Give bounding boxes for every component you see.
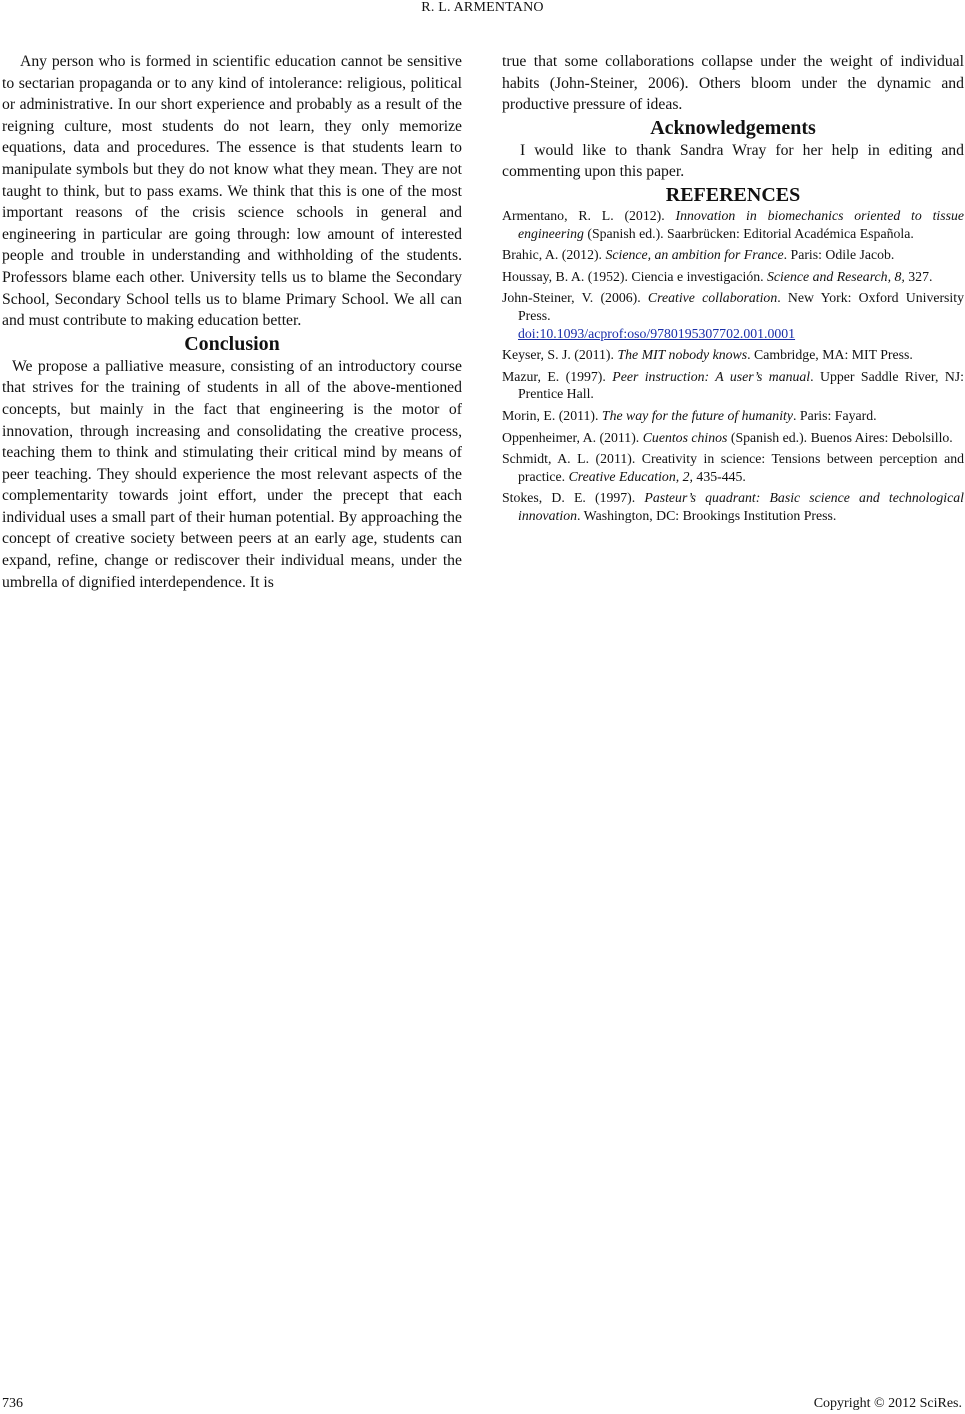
acknowledgements-heading: Acknowledgements: [650, 116, 816, 139]
reference-title: Creative collaboration: [647, 290, 778, 306]
reference-lead: Armentano, R. L. (2012).: [502, 207, 676, 223]
reference-tail: . Paris: Fayard.: [793, 407, 877, 423]
reference-title: The MIT nobody knows: [617, 347, 748, 363]
reference-item: [502, 246, 964, 264]
reference-tail: (Spanish ed.). Saarbrücken: Editorial Académica Española.: [583, 225, 914, 241]
reference-lead: Keyser, S. J. (2011).: [502, 347, 618, 363]
reference-lead: Morin, E. (2011).: [502, 407, 602, 423]
right-column: [502, 51, 964, 528]
reference-title: Peer instruction: A user’s manual: [612, 368, 811, 384]
continued-paragraph: true that some collaborations collapse under the weight of individual habits (John-Steiner, 2006). Others bloom under the dynamic and productive pressure of ideas.: [502, 53, 964, 114]
reference-tail: . Paris: Odile Jacob.: [783, 247, 895, 263]
reference-lead: Houssay, B. A. (1952). Ciencia e investigación.: [502, 268, 768, 284]
reference-list: [502, 207, 964, 525]
reference-tail: (Spanish ed.). Buenos Aires: Debolsillo.: [727, 429, 953, 445]
acknowledgements-paragraph: I would like to thank Sandra Wray for her help in editing and commenting upon this paper.: [502, 141, 964, 181]
reference-tail: 327.: [904, 268, 933, 284]
reference-item: [502, 368, 964, 403]
copyright-notice: Copyright © 2012 SciRes.: [813, 1396, 962, 1411]
reference-tail: . Upper Saddle River, NJ: Prentice Hall.: [518, 368, 964, 402]
reference-tail: . New York: Oxford University Press.: [518, 290, 964, 323]
reference-title: Pasteur’s quadrant: Basic science and technological innovation: [518, 490, 964, 523]
reference-title: Creative Education, 2,: [568, 468, 693, 484]
conclusion-paragraph: We propose a palliative measure, consisting of an introductory course that strives for the training of students in all of the above-mentioned concepts, but mainly in the fact that engineering is the motor of innovation, through increasing and consolidating the creative process, teaching them to think and stimulating their critical mind by means of peer teaching. They should experience the most relevant aspects of the complementarity towards joint effort, under the precept that each individual uses a small part of their human potential. By approaching the concept of creative society between peers at an early age, students can expand, refine, change or rediscover their individual means, under the umbrella of dignified interdependence. It is: [2, 357, 462, 591]
reference-item: [502, 207, 964, 242]
body-paragraph: Any person who is formed in scientific education cannot be sensitive to sectarian propaganda or to any kind of intolerance: religious, political or administrative. In our short experience and probably as a result of the reigning culture, most students do not learn, they only memorize equations, data and procedures. The essence is that students learn to manipulate symbols but they do not know what they mean. They are not taught to think, but to pass exams. We think that this is one of the most important reasons of the crisis science schools in general and engineering in particular are going through: low amount of interested people and trouble in understanding and withholding of the students. Professors blame each other. University tells us to blame the Secondary School, Secondary School tells us to blame Primary School. We all can and must contribute to making education better.: [2, 53, 462, 330]
reference-lead: Brahic, A. (2012).: [502, 247, 606, 263]
reference-item: [502, 346, 964, 364]
reference-lead: Stokes, D. E. (1997).: [502, 490, 645, 506]
reference-tail: . Cambridge, MA: MIT Press.: [747, 347, 913, 363]
left-column: [2, 51, 462, 593]
reference-item: [502, 489, 964, 524]
reference-title: The way for the future of humanity: [601, 407, 793, 423]
reference-title: Science, an ambition for France: [605, 247, 784, 263]
reference-lead: Schmidt, A. L. (2011). Creativity in science: Tensions between perception and practice.: [502, 451, 964, 484]
reference-item: [502, 289, 964, 342]
reference-item: [502, 268, 964, 286]
reference-lead: John-Steiner, V. (2006).: [502, 290, 648, 306]
reference-item: [502, 429, 964, 447]
conclusion-heading: Conclusion: [184, 332, 280, 355]
references-heading: REFERENCES: [665, 183, 801, 206]
reference-tail: . Washington, DC: Brookings Institution Press.: [577, 507, 837, 523]
reference-tail: 435-445.: [692, 468, 746, 484]
page-number: 736: [2, 1396, 23, 1411]
reference-lead: Oppenheimer, A. (2011).: [502, 429, 643, 445]
reference-item: [502, 450, 964, 485]
reference-title: Innovation in biomechanics oriented to tissue engineering: [518, 207, 964, 241]
reference-lead: Mazur, E. (1997).: [502, 368, 613, 384]
reference-title: Cuentos chinos: [642, 429, 728, 445]
reference-item: [502, 407, 964, 425]
running-head: R. L. ARMENTANO: [421, 0, 544, 15]
doi-link[interactable]: doi:10.1093/acprof:oso/9780195307702.001.0001: [518, 325, 796, 341]
reference-title: Science and Research, 8,: [767, 268, 905, 284]
